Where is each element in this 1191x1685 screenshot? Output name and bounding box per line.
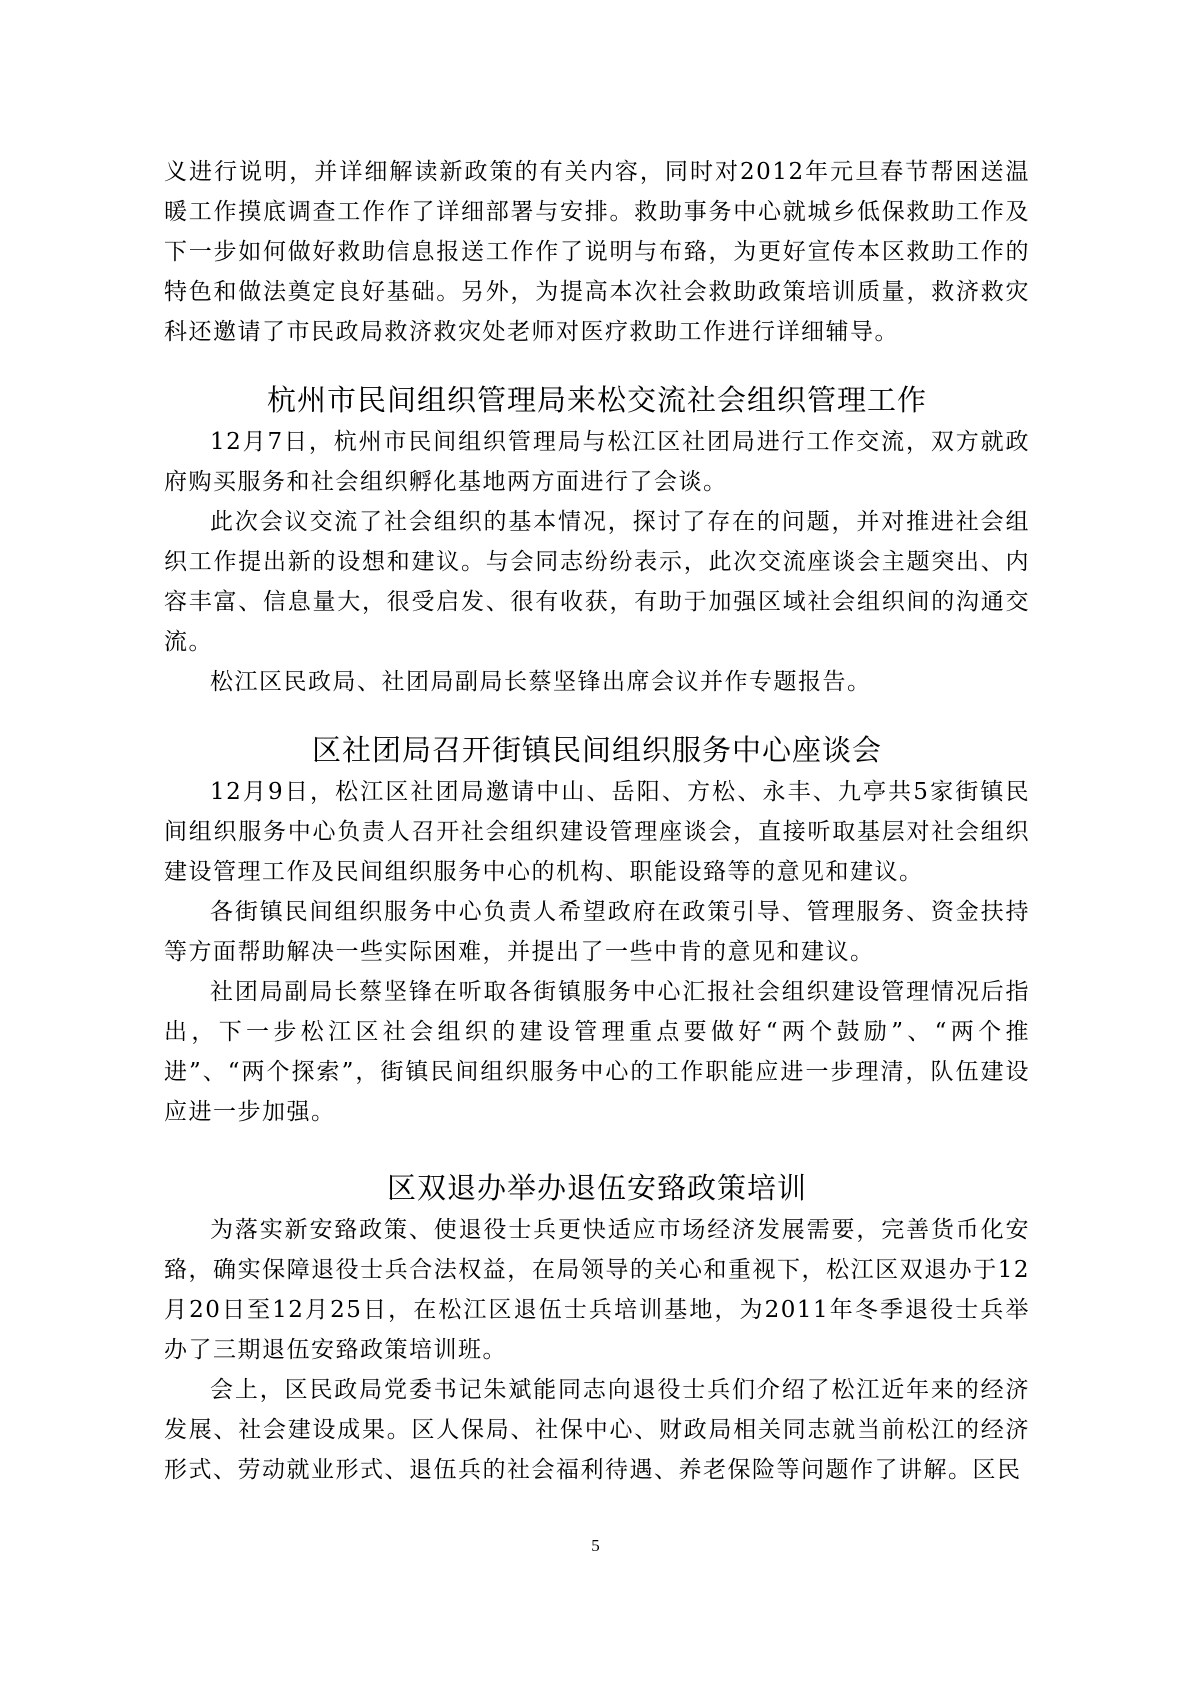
section-3-paragraph-1: 为落实新安臵政策、使退役士兵更快适应市场经济发展需要，完善货币化安臵，确实保障退役士兵合法权益，在局领导的关心和重视下，松江区双退办于12月20日至12月25日，在松江区退伍士兵培训基地，为2011年冬季退役士兵举办了三期退伍安臵政策培训班。 [164,1217,1030,1363]
section-title-hangzhou-exchange: 杭州市民间组织管理局来松交流社会组织管理工作 [266,383,927,417]
section-1-paragraph-1: 12月7日，杭州市民间组织管理局与松江区社团局进行工作交流，双方就政府购买服务和社会组织孵化基地两方面进行了会谈。 [164,429,1030,495]
section-2-paragraph-1: 12月9日，松江区社团局邀请中山、岳阳、方松、永丰、九亭共5家街镇民间组织服务中心负责人召开社会组织建设管理座谈会，直接听取基层对社会组织建设管理工作及民间组织服务中心的机构、职能设臵等的意见和建议。 [164,779,1030,885]
document-page [164,152,1030,1490]
section-1-paragraph-3: 松江区民政局、社团局副局长蔡坚锋出席会议并作专题报告。 [210,669,872,695]
section-title-street-symposium: 区社团局召开街镇民间组织服务中心座谈会 [311,733,882,767]
page-number: 5 [591,1536,600,1555]
section-title-veteran-training: 区双退办举办退伍安臵政策培训 [386,1171,807,1205]
continuation-paragraph: 义进行说明，并详细解读新政策的有关内容，同时对2012年元旦春节帮困送温暖工作摸底调查工作作了详细部署与安排。救助事务中心就城乡低保救助工作及下一步如何做好救助信息报送工作作了说明与布臵，为更好宣传本区救助工作的特色和做法奠定良好基础。另外，为提高本次社会救助政策培训质量，救济救灾科还邀请了市民政局救济救灾处老师对医疗救助工作进行详细辅导。 [164,159,1030,345]
section-2-paragraph-2: 各街镇民间组织服务中心负责人希望政府在政策引导、管理服务、资金扶持等方面帮助解决一些实际困难，并提出了一些中肯的意见和建议。 [164,899,1030,965]
section-2-paragraph-3: 社团局副局长蔡坚锋在听取各街镇服务中心汇报社会组织建设管理情况后指出，下一步松江区社会组织的建设管理重点要做好“两个鼓励”、“两个推进”、“两个探索”，街镇民间组织服务中心的工作职能应进一步理清，队伍建设应进一步加强。 [164,979,1030,1125]
section-1-paragraph-2: 此次会议交流了社会组织的基本情况，探讨了存在的问题，并对推进社会组织工作提出新的设想和建议。与会同志纷纷表示，此次交流座谈会主题突出、内容丰富、信息量大，很受启发、很有收获，有助于加强区域社会组织间的沟通交流。 [164,509,1030,655]
section-3-paragraph-2: 会上，区民政局党委书记朱斌能同志向退役士兵们介绍了松江近年来的经济发展、社会建设成果。区人保局、社保中心、财政局相关同志就当前松江的经济形式、劳动就业形式、退伍兵的社会福利待遇、养老保险等问题作了讲解。区民 [164,1377,1030,1483]
